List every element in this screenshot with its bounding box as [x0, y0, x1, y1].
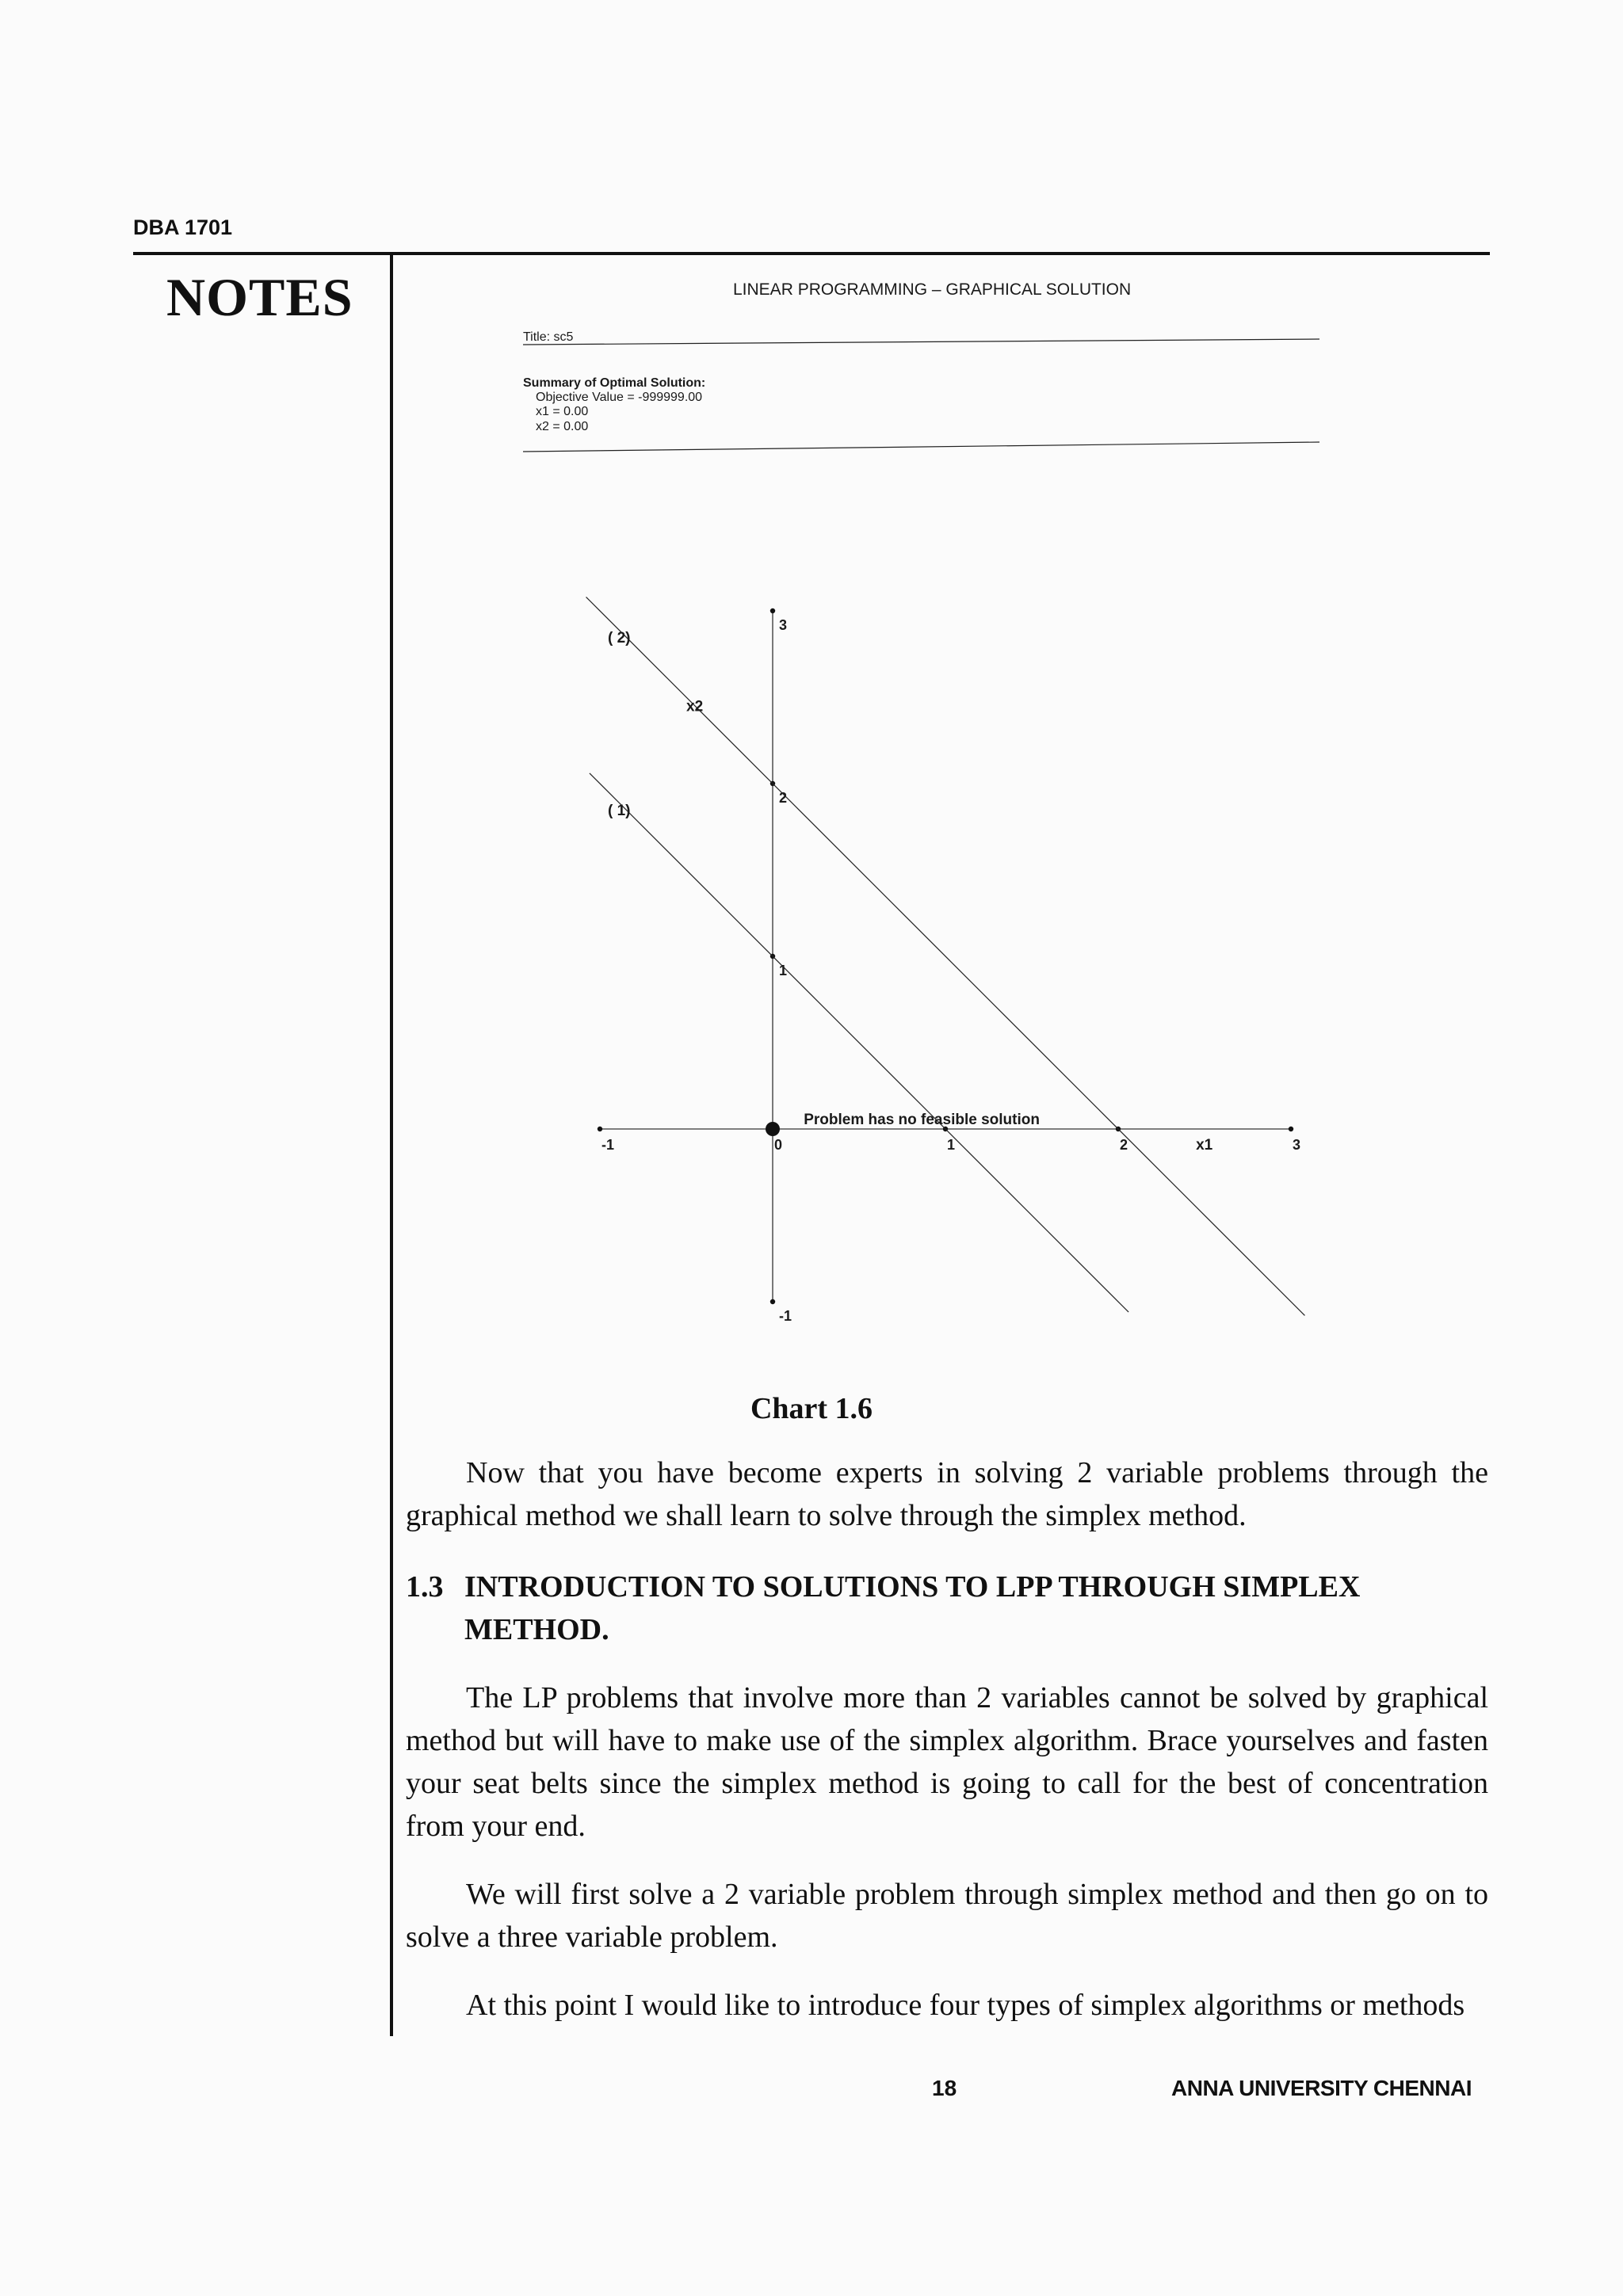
x-tick-mark — [766, 1122, 780, 1136]
paragraph-simplex-types: At this point I would like to introduce four types of simplex algorithms or methods — [466, 1989, 1465, 2022]
y-tick-label: 3 — [779, 617, 788, 633]
x-tick-label: -1 — [601, 1137, 615, 1153]
paragraph-intro: Now that you have become experts in solving 2 variable problems through the graphical method we shall learn to solve through the simplex method. — [406, 1456, 1488, 1532]
y-tick-label: -1 — [779, 1308, 792, 1323]
x-tick-mark — [1289, 1127, 1293, 1131]
constraint-label-2: ( 2) — [608, 630, 631, 646]
y-tick-mark — [770, 1299, 775, 1304]
y-tick-label: 1 — [779, 963, 788, 978]
title-top-rule — [523, 339, 1319, 345]
x-tick-label: 1 — [947, 1137, 956, 1153]
notes-divider — [390, 255, 393, 2036]
lp-graph-svg — [507, 269, 1339, 1323]
summary-x1: x1 = 0.00 — [536, 405, 589, 418]
problem-title: Title: sc5 — [523, 330, 574, 344]
infeasibility-annotation: Problem has no feasible solution — [804, 1112, 1040, 1128]
x-tick-label: 3 — [1293, 1137, 1301, 1153]
constraint-label-1: ( 1) — [608, 803, 631, 819]
constraint-line-1 — [590, 773, 1128, 1312]
chart-title: LINEAR PROGRAMMING – GRAPHICAL SOLUTION — [733, 280, 1132, 299]
paragraph-two-variable: We will first solve a 2 variable problem through simplex method and then go on to solve a three variable problem. — [406, 1878, 1488, 1954]
notes-margin-title: NOTES — [166, 267, 353, 327]
lp-graph-figure — [507, 269, 1339, 1323]
page-number: 18 — [932, 2076, 957, 2100]
summary-heading: Summary of Optimal Solution: — [523, 376, 706, 390]
y-tick-mark — [770, 608, 775, 613]
plot-area — [586, 597, 1305, 1323]
paragraph-lp-problems: The LP problems that involve more than 2 variables cannot be solved by graphical method but will have to make use of the simplex algorithm. Brace yourselves and fasten your seat belts since the simplex method is going to call for the best of concentration from your end. — [406, 1681, 1488, 1843]
figure-caption: Chart 1.6 — [750, 1392, 873, 1425]
summary-x2: x2 = 0.00 — [536, 420, 589, 433]
university-name: ANNA UNIVERSITY CHENNAI — [1171, 2076, 1472, 2100]
section-number: 1.3 — [406, 1570, 444, 1604]
summary-bottom-rule — [523, 442, 1319, 452]
x-tick-label: 2 — [1120, 1137, 1128, 1153]
x-tick-mark — [598, 1127, 602, 1131]
summary-objective: Objective Value = -999999.00 — [536, 391, 703, 404]
header-rule — [133, 252, 1490, 255]
x-axis-label: x1 — [1196, 1137, 1213, 1154]
document-code: DBA 1701 — [133, 215, 233, 239]
y-axis-label: x2 — [686, 698, 704, 715]
section-title: INTRODUCTION TO SOLUTIONS TO LPP THROUGH SIMPLEX METHOD. — [464, 1570, 1361, 1646]
x-tick-label: 0 — [774, 1137, 783, 1153]
y-tick-label: 2 — [779, 790, 788, 806]
